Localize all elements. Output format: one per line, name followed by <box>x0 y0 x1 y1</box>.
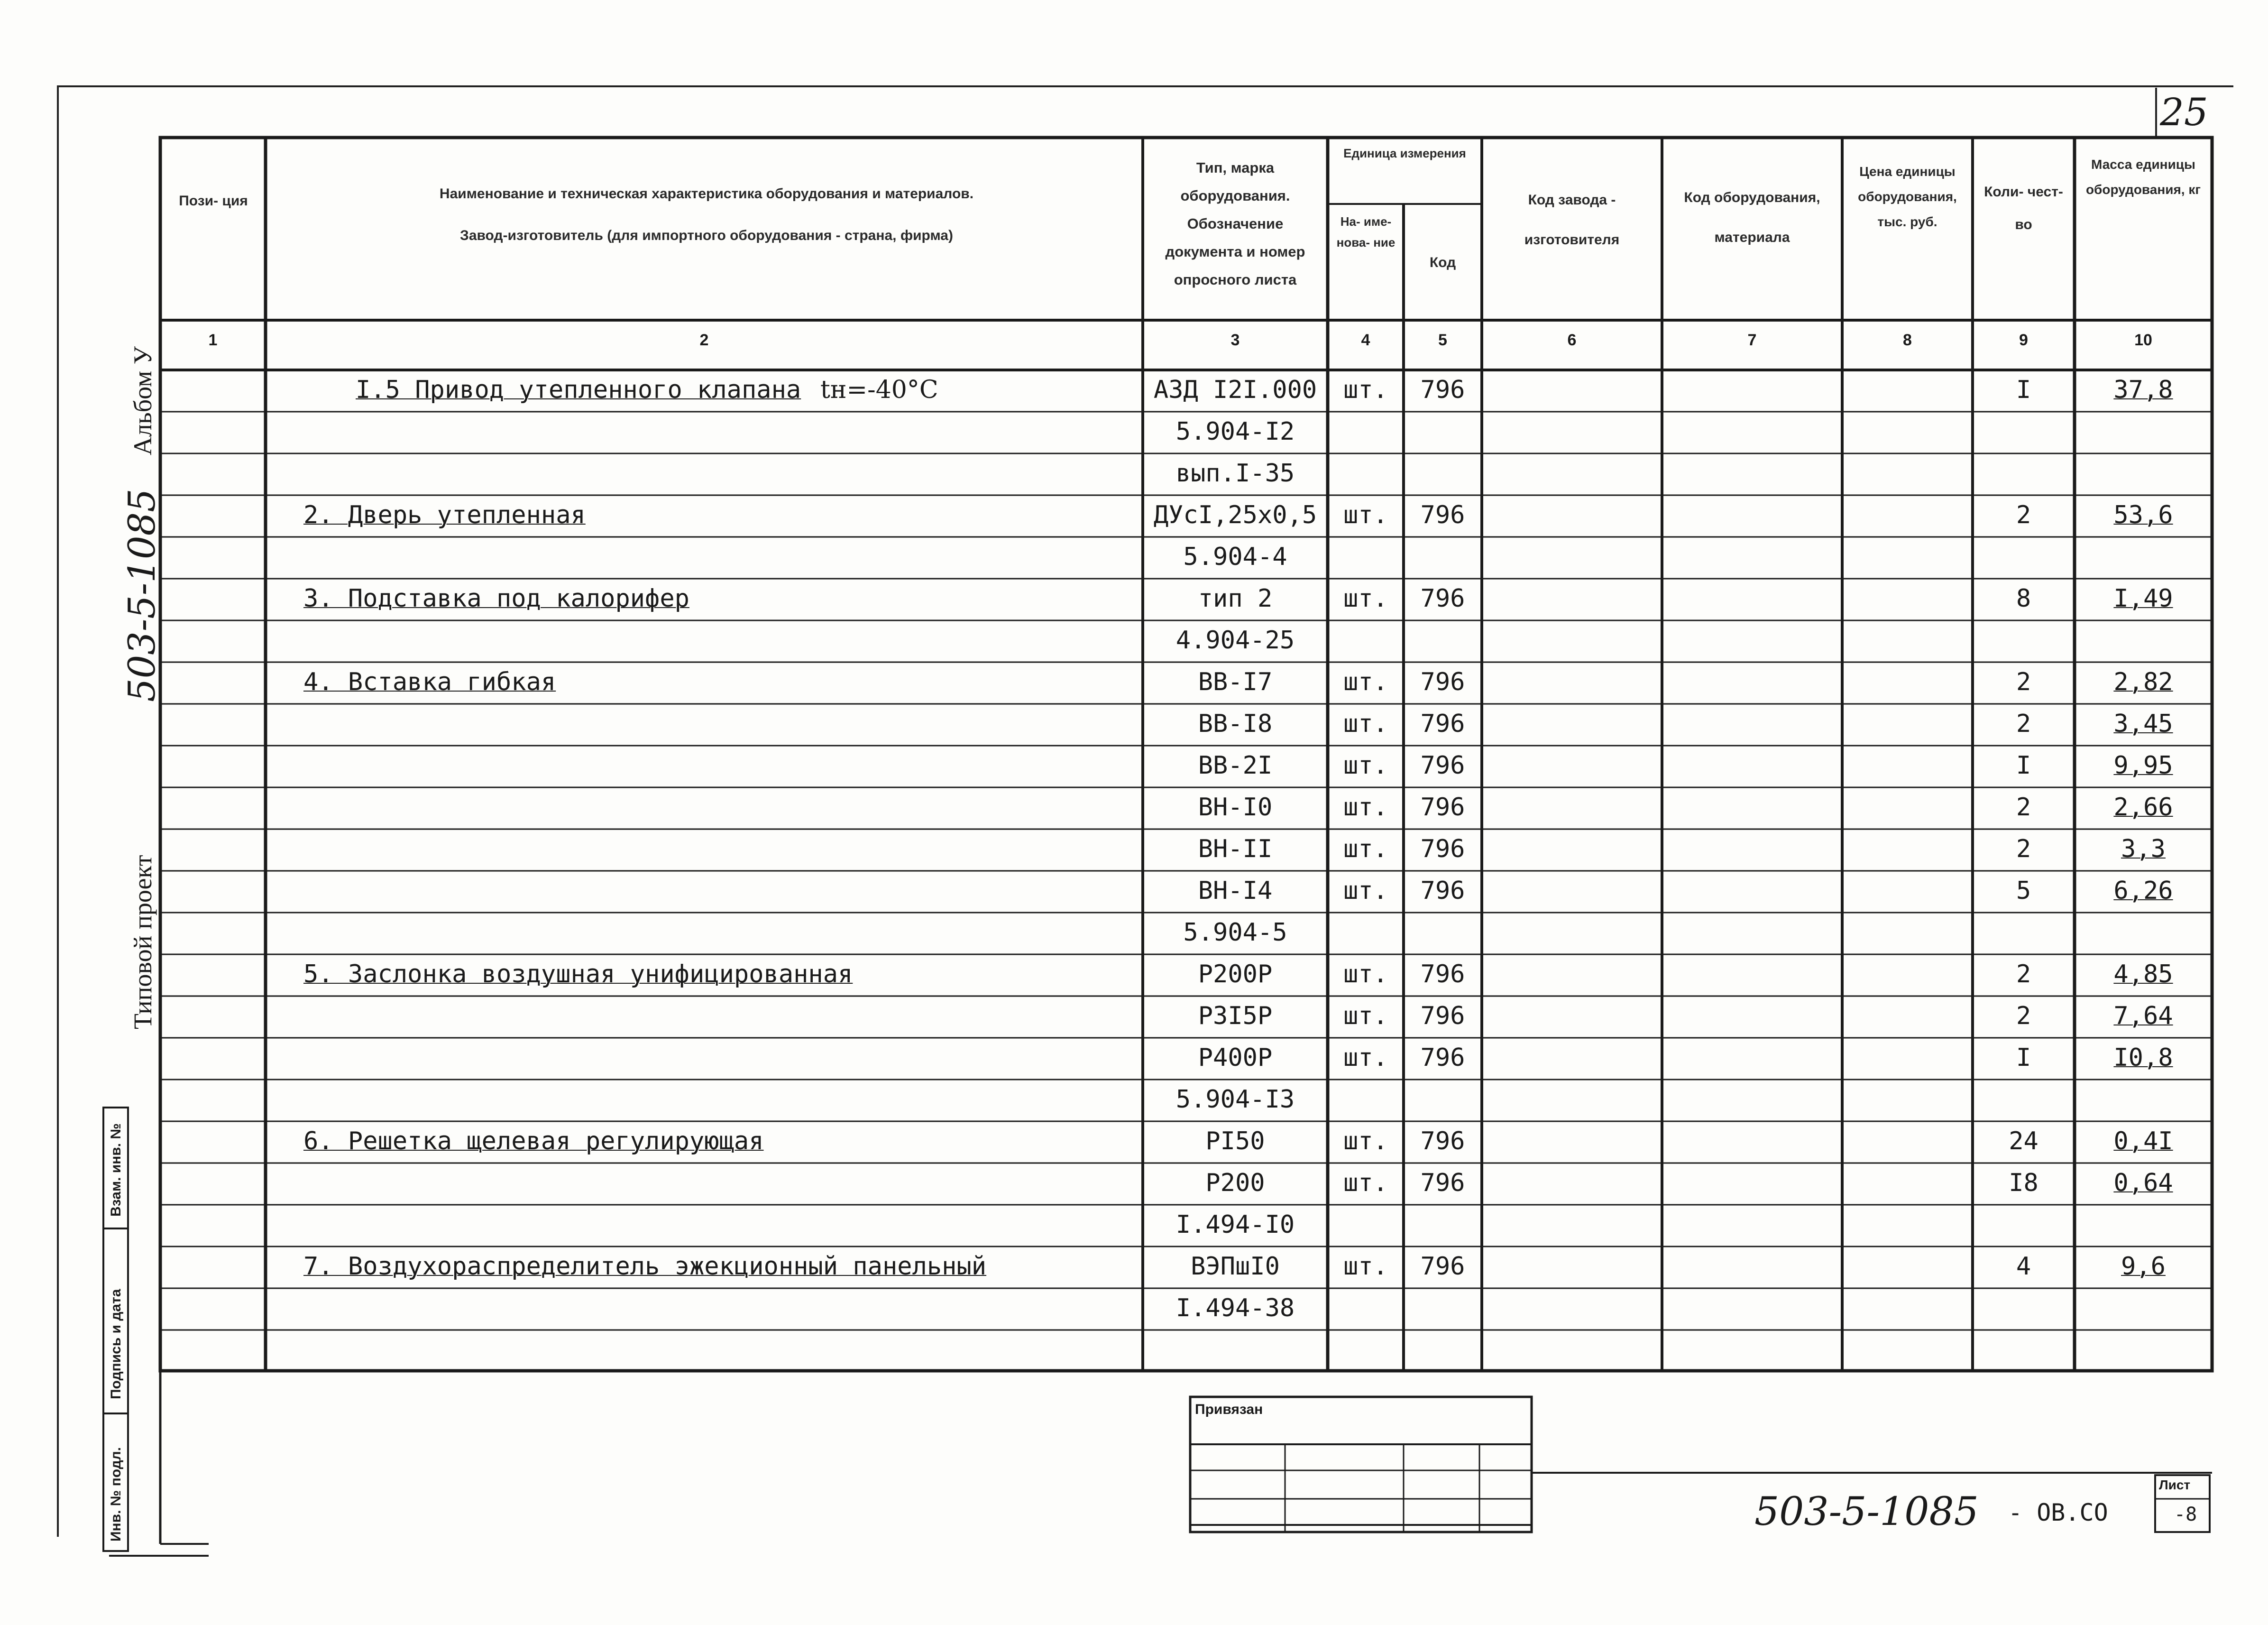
row-type-mark: 5.904-I3 <box>1175 1085 1295 1114</box>
row-type-mark: 4.904-25 <box>1175 626 1295 655</box>
row-unit-code: 796 <box>1420 877 1465 905</box>
row-unit-code: 796 <box>1420 501 1465 529</box>
row-type-mark: ДУсI,25х0,5 <box>1153 501 1317 529</box>
row-unit-mass: I,49 <box>2113 584 2173 613</box>
row-unit-name: шт. <box>1343 1002 1388 1030</box>
attached-label: Привязан <box>1195 1402 1263 1417</box>
row-type-mark: ВВ-I7 <box>1198 668 1273 696</box>
column-number-2: 2 <box>699 331 709 349</box>
row-item-name: 2. Дверь утепленная <box>303 501 586 529</box>
row-unit-mass: 9,95 <box>2113 751 2173 780</box>
stamp-original-inv: Инв. № подл. <box>108 1447 124 1542</box>
row-quantity: I <box>2016 751 2031 780</box>
doc-code: 503-5-1085 <box>1754 1489 1979 1534</box>
header-col-name-line2: Завод-изготовитель (для импортного оборудования - страна, фирма) <box>460 228 953 243</box>
column-number-1: 1 <box>208 331 218 349</box>
header-col-type: Тип, марка оборудования. Обозначение документа и номер опросного листа <box>1165 159 1305 288</box>
row-unit-mass: I0,8 <box>2113 1043 2173 1072</box>
header-col-equipment-code: Код оборудования, материала <box>1684 190 1820 245</box>
stamp-signature-date: Подпись и дата <box>108 1289 124 1399</box>
row-unit-code: 796 <box>1420 751 1465 780</box>
row-unit-code: 796 <box>1420 1043 1465 1072</box>
row-type-mark: Р3I5Р <box>1198 1002 1273 1030</box>
column-number-3: 3 <box>1230 331 1240 349</box>
row-quantity: 2 <box>2016 960 2031 988</box>
column-number-7: 7 <box>1747 331 1757 349</box>
row-unit-name: шт. <box>1343 751 1388 780</box>
sheet-value: -8 <box>2174 1504 2197 1525</box>
header-col-manufacturer-code: Код завода - изготовителя <box>1524 192 1620 248</box>
row-unit-code: 796 <box>1420 1252 1465 1281</box>
row-unit-name: шт. <box>1343 376 1388 404</box>
header-col-unit-name: На- име- нова- ние <box>1336 214 1396 250</box>
column-number-6: 6 <box>1567 331 1577 349</box>
row-item-name: 6. Решетка щелевая регулирующая <box>303 1127 764 1155</box>
row-type-mark: 5.904-5 <box>1183 918 1287 947</box>
row-quantity: I <box>2016 1043 2031 1072</box>
row-item-name: I.5 Привод утепленного клапана <box>356 376 801 404</box>
row-quantity: 4 <box>2016 1252 2031 1281</box>
row-unit-code: 796 <box>1420 960 1465 988</box>
page-number: 25 <box>2160 90 2208 134</box>
row-unit-name: шт. <box>1343 960 1388 988</box>
row-type-mark: вып.I-35 <box>1175 459 1295 488</box>
column-number-10: 10 <box>2134 331 2152 349</box>
row-unit-code: 796 <box>1420 1127 1465 1155</box>
header-col-unit: Единица измерения <box>1343 146 1466 160</box>
row-type-mark: ВВ-2I <box>1198 751 1273 780</box>
row-unit-name: шт. <box>1343 584 1388 613</box>
row-type-mark: 5.904-4 <box>1183 543 1287 571</box>
row-quantity: 2 <box>2016 710 2031 738</box>
row-quantity: 2 <box>2016 793 2031 822</box>
doc-suffix: - ОВ.СО <box>2008 1499 2108 1526</box>
row-type-mark: ВН-II <box>1198 835 1273 863</box>
margin-project-code: 503-5-1085 <box>121 489 164 702</box>
row-unit-mass: 7,64 <box>2113 1002 2173 1030</box>
column-number-8: 8 <box>1903 331 1912 349</box>
row-unit-name: шт. <box>1343 835 1388 863</box>
row-unit-mass: 6,26 <box>2113 877 2173 905</box>
row-unit-mass: 9,6 <box>2121 1252 2166 1281</box>
row-quantity: 24 <box>2009 1127 2038 1155</box>
row-unit-name: шт. <box>1343 501 1388 529</box>
header-col-price: Цена единицы оборудования, тыс. руб. <box>1858 164 1957 230</box>
row-unit-mass: 2,66 <box>2113 793 2173 822</box>
row-unit-mass: 53,6 <box>2113 501 2173 529</box>
row-item-name: 4. Вставка гибкая <box>303 668 556 696</box>
margin-album: Альбом У <box>129 346 157 455</box>
row-type-mark: ВВ-I8 <box>1198 710 1273 738</box>
row-unit-mass: 0,64 <box>2113 1169 2173 1197</box>
row-quantity: I8 <box>2009 1169 2038 1197</box>
row-quantity: 5 <box>2016 877 2031 905</box>
row-type-mark: РI50 <box>1205 1127 1265 1155</box>
row-unit-name: шт. <box>1343 1127 1388 1155</box>
header-col-unit-code: Код <box>1429 255 1456 270</box>
row-type-mark: Р400Р <box>1198 1043 1273 1072</box>
row-quantity: I <box>2016 376 2031 404</box>
row-item-name: 5. Заслонка воздушная унифицированная <box>303 960 853 988</box>
row-unit-code: 796 <box>1420 835 1465 863</box>
row-unit-name: шт. <box>1343 1043 1388 1072</box>
row-unit-name: шт. <box>1343 1252 1388 1281</box>
row-quantity: 2 <box>2016 1002 2031 1030</box>
row-type-mark: 5.904-I2 <box>1175 417 1295 446</box>
row-type-mark: I.494-38 <box>1175 1294 1295 1322</box>
column-number-4: 4 <box>1361 331 1370 349</box>
row-type-mark: АЗД I2I.000 <box>1153 376 1317 404</box>
row-quantity: 2 <box>2016 668 2031 696</box>
row-unit-mass: 37,8 <box>2113 376 2173 404</box>
header-col-name-line1: Наименование и техническая характеристика оборудования и материалов. <box>439 186 974 202</box>
sheet-label: Лист <box>2159 1477 2191 1492</box>
row-unit-mass: 3,3 <box>2121 835 2166 863</box>
row-item-name: 7. Воздухораспределитель эжекционный панельный <box>303 1252 987 1281</box>
row-unit-name: шт. <box>1343 877 1388 905</box>
row-type-mark: Р200 <box>1205 1169 1265 1197</box>
header-col-position: Пози- ция <box>179 193 248 209</box>
row-design-temperature: tн=-40°С <box>820 376 938 404</box>
header-col-quantity: Коли- чест- во <box>1984 184 2063 232</box>
row-type-mark: ВЭПшI0 <box>1191 1252 1280 1281</box>
row-unit-code: 796 <box>1420 1169 1465 1197</box>
row-type-mark: тип 2 <box>1198 584 1273 613</box>
row-unit-name: шт. <box>1343 668 1388 696</box>
row-unit-name: шт. <box>1343 710 1388 738</box>
row-unit-mass: 3,45 <box>2113 710 2173 738</box>
header-col-mass: Масса единицы оборудования, кг <box>2085 157 2201 197</box>
row-unit-code: 796 <box>1420 1002 1465 1030</box>
row-quantity: 2 <box>2016 835 2031 863</box>
row-unit-code: 796 <box>1420 376 1465 404</box>
stamp-replaced-inv: Взам. инв. № <box>108 1123 124 1217</box>
row-item-name: 3. Подставка под калорифер <box>303 584 689 613</box>
row-unit-mass: 4,85 <box>2113 960 2173 988</box>
row-unit-code: 796 <box>1420 668 1465 696</box>
row-unit-code: 796 <box>1420 710 1465 738</box>
row-unit-name: шт. <box>1343 1169 1388 1197</box>
row-quantity: 8 <box>2016 584 2031 613</box>
row-unit-code: 796 <box>1420 584 1465 613</box>
column-number-5: 5 <box>1438 331 1447 349</box>
row-unit-code: 796 <box>1420 793 1465 822</box>
column-number-9: 9 <box>2019 331 2028 349</box>
row-unit-mass: 0,4I <box>2113 1127 2173 1155</box>
row-type-mark: ВН-I0 <box>1198 793 1273 822</box>
row-quantity: 2 <box>2016 501 2031 529</box>
row-type-mark: ВН-I4 <box>1198 877 1273 905</box>
row-type-mark: I.494-I0 <box>1175 1210 1295 1239</box>
row-unit-name: шт. <box>1343 793 1388 822</box>
row-unit-mass: 2,82 <box>2113 668 2173 696</box>
row-type-mark: Р200Р <box>1198 960 1273 988</box>
margin-project-type: Типовой проект <box>129 855 157 1029</box>
